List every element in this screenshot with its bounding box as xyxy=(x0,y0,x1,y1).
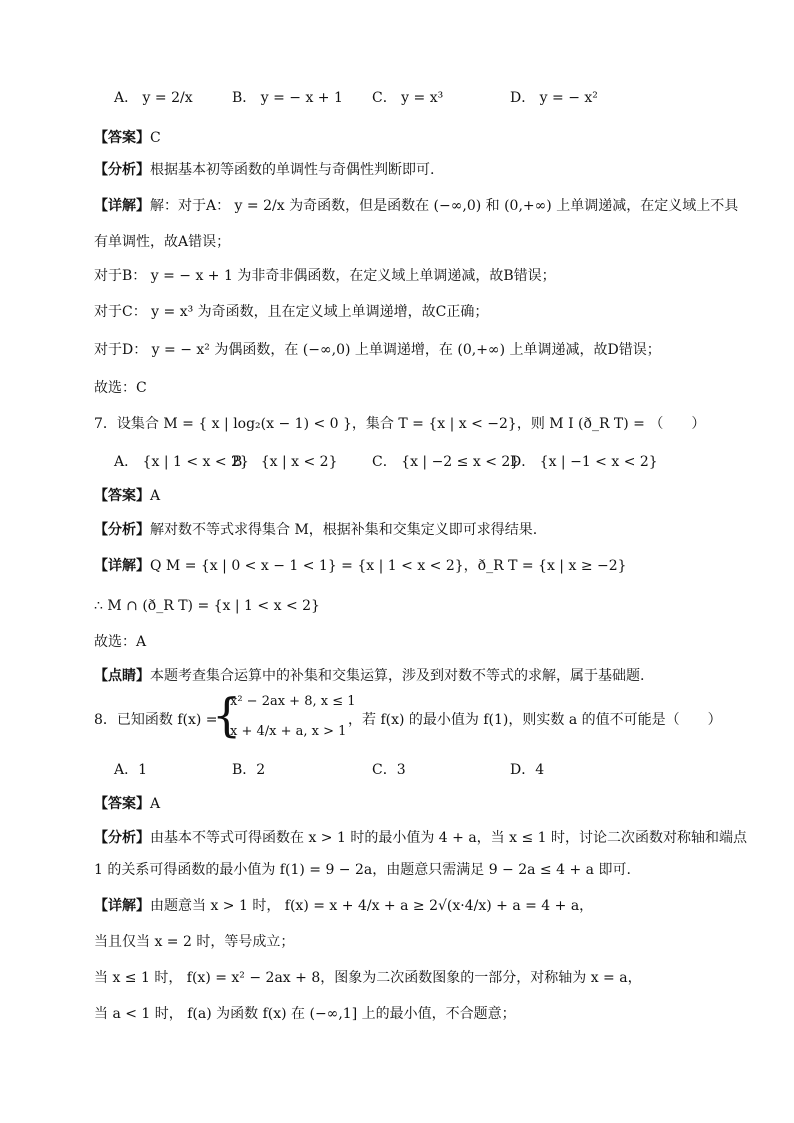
q8-analysis-2: 1 的关系可得函数的最小值为 f(1) = 9 − 2a，由题意只需满足 9 − 2a ≤ 4 + a 即可. xyxy=(94,862,631,878)
q8-answer xyxy=(94,794,160,814)
q7-detail-2: ∴ M ∩ (ð_R T) = {x | 1 < x < 2} xyxy=(94,598,320,614)
q8-case-2: x + 4/x + a, x > 1 xyxy=(230,724,347,739)
q7-analysis xyxy=(94,520,537,540)
q8-case-1: x² − 2ax + 8, x ≤ 1 xyxy=(230,694,356,709)
q7-comment xyxy=(94,666,644,686)
q7-option-d: D． {x | −1 < x < 2} xyxy=(510,454,658,470)
q7-option-c: C． {x | −2 ≤ x < 2} xyxy=(372,454,520,470)
detail-tag: 【详解】 xyxy=(94,198,150,214)
q6-option-d: D． y = − x² xyxy=(510,90,598,106)
answer-value: A xyxy=(150,488,161,504)
q8-option-c: C．3 xyxy=(372,762,406,778)
answer-tag: 【答案】 xyxy=(94,488,150,504)
q8-analysis-1 xyxy=(94,828,747,848)
q7-detail-1 xyxy=(94,556,627,576)
q8-option-a: A．1 xyxy=(114,762,148,778)
answer-tag: 【答案】 xyxy=(94,130,150,146)
detail-tag: 【详解】 xyxy=(94,898,150,914)
q6-detail-5: 对于D： y = − x² 为偶函数，在 (−∞,0) 上单调递增，在 (0,+∞) 上单调递减，故D错误； xyxy=(94,342,661,358)
q7-answer xyxy=(94,486,160,506)
q7-choose: 故选：A xyxy=(94,634,147,650)
q6-option-b: B． y = − x + 1 xyxy=(232,90,343,106)
q6-option-a: A． y = 2/x xyxy=(114,90,193,106)
comment-text: 本题考查集合运算中的补集和交集运算，涉及到对数不等式的求解，属于基础题. xyxy=(150,668,645,684)
analysis-tag: 【分析】 xyxy=(94,162,150,178)
detail-text: Q M = {x | 0 < x − 1 < 1} = {x | 1 < x < 2}，ð_R T = {x | x ≥ −2} xyxy=(150,558,627,574)
q6-detail-4: 对于C： y = x³ 为奇函数，且在定义域上单调递增，故C正确； xyxy=(94,304,489,320)
analysis-text: 根据基本初等函数的单调性与奇偶性判断即可. xyxy=(150,162,435,178)
q8-option-b: B．2 xyxy=(232,762,266,778)
detail-tag: 【详解】 xyxy=(94,558,150,574)
analysis-text: 由基本不等式可得函数在 x > 1 时的最小值为 4 + a，当 x ≤ 1 时，讨论二次函数对称轴和端点 xyxy=(150,830,748,846)
analysis-tag: 【分析】 xyxy=(94,522,150,538)
answer-tag: 【答案】 xyxy=(94,796,150,812)
piecewise-brace: { xyxy=(212,688,242,742)
q8-detail-4: 当 a < 1 时， f(a) 为函数 f(x) 在 (−∞,1] 上的最小值，不合题意； xyxy=(94,1006,516,1022)
analysis-tag: 【分析】 xyxy=(94,830,150,846)
q6-analysis xyxy=(94,160,434,180)
q8-option-d: D．4 xyxy=(510,762,545,778)
analysis-text: 解对数不等式求得集合 M，根据补集和交集定义即可求得结果. xyxy=(150,522,538,538)
answer-value: A xyxy=(150,796,161,812)
detail-text: 解：对于A： y = 2/x 为奇函数，但是函数在 (−∞,0) 和 (0,+∞) 上单调递减，在定义域上不具 xyxy=(150,198,739,214)
detail-text: 由题意当 x > 1 时， f(x) = x + 4/x + a ≥ 2√(x·4/x) + a = 4 + a， xyxy=(150,898,594,914)
q7-option-a: A． {x | 1 < x < 2} xyxy=(114,454,249,470)
answer-value: C xyxy=(150,130,161,146)
q6-option-c: C． y = x³ xyxy=(372,90,444,106)
q8-detail-2: 当且仅当 x = 2 时，等号成立； xyxy=(94,934,295,950)
comment-tag: 【点睛】 xyxy=(94,668,150,684)
q7-stem: 7．设集合 M = { x | log₂(x − 1) < 0 }，集合 T = {x | x < −2}，则 M I (ð_R T) = （ ） xyxy=(94,416,706,432)
q8-detail-3: 当 x ≤ 1 时， f(x) = x² − 2ax + 8，图象为二次函数图象的一部分，对称轴为 x = a， xyxy=(94,970,642,986)
q6-choose: 故选：C xyxy=(94,380,147,396)
q6-answer xyxy=(94,128,161,148)
q6-detail-2: 有单调性，故A错误； xyxy=(94,234,231,250)
q6-detail-3: 对于B： y = − x + 1 为非奇非偶函数，在定义域上单调递减，故B错误； xyxy=(94,268,556,284)
q8-detail-1 xyxy=(94,896,593,916)
q6-detail-1 xyxy=(94,196,738,216)
q8-stem-post: ，若 f(x) 的最小值为 f(1)，则实数 a 的值不可能是（ ） xyxy=(348,712,722,728)
q8-stem-pre: 8．已知函数 f(x) = xyxy=(94,712,218,728)
q7-option-b: B． {x | x < 2} xyxy=(232,454,338,470)
